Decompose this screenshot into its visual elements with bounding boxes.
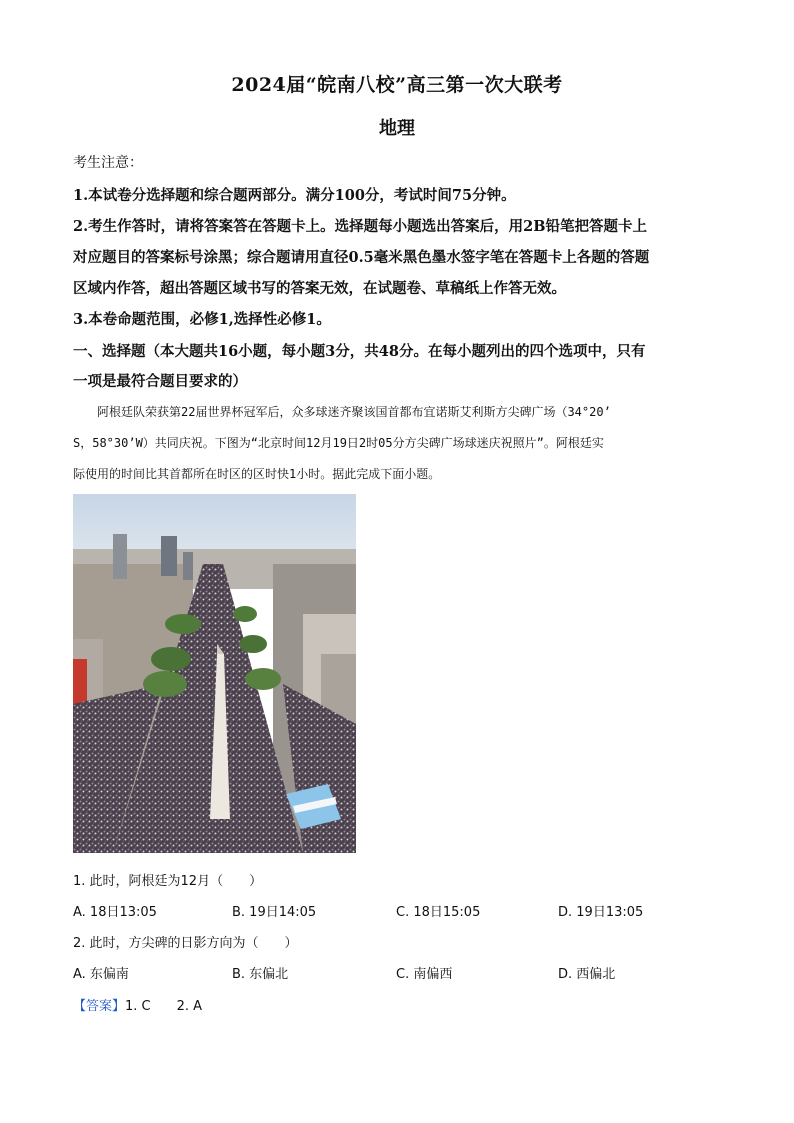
- section-heading-line-1: 一、选择题（本大题共16小题，每小题3分，共48分。在每小题列出的四个选项中，只有: [73, 343, 646, 360]
- exam-title: 2024届“皖南八校”高三第一次大联考: [231, 74, 563, 96]
- question-2-option-b[interactable]: B. 东偏北: [232, 967, 289, 982]
- question-2-option-d[interactable]: D. 西偏北: [558, 967, 616, 982]
- passage-line-2: S，58°30’W）共同庆祝。下图为“北京时间12月19日2时05分方尖碑广场球迷庆祝照片”。阿根廷实: [73, 436, 604, 450]
- question-1-option-d[interactable]: D. 19日13:05: [558, 905, 644, 920]
- notice-heading: 考生注意：: [73, 155, 143, 171]
- notice-line-4: 区域内作答，超出答题区域书写的答案无效，在试题卷、草稿纸上作答无效。: [73, 280, 566, 297]
- section-heading-line-2: 一项是最符合题目要求的）: [73, 373, 247, 390]
- notice-line-2: 2.考生作答时，请将答案答在答题卡上。选择题每小题选出答案后，用2B铅笔把答题卡上: [73, 218, 647, 235]
- question-1-option-a[interactable]: A. 18日13:05: [73, 905, 157, 920]
- subject-title: 地理: [379, 118, 415, 139]
- notice-line-5: 3.本卷命题范围，必修1,选择性必修1。: [73, 311, 331, 328]
- question-1-option-c[interactable]: C. 18日15:05: [396, 905, 481, 920]
- answer-tag: 【答案】: [73, 999, 126, 1014]
- passage-line-3: 际使用的时间比其首都所在时区的区时快1小时。据此完成下面小题。: [73, 467, 441, 481]
- passage-line-1: 阿根廷队荣获第22届世界杯冠军后，众多球迷齐聚该国首都布宜诺斯艾利斯方尖碑广场（34°20’: [97, 405, 611, 419]
- question-1-stem: 1. 此时，阿根廷为12月（ ）: [73, 874, 263, 889]
- obelisk-celebration-photo: [73, 494, 356, 853]
- question-2-option-a[interactable]: A. 东偏南: [73, 967, 129, 982]
- question-2-option-c[interactable]: C. 南偏西: [396, 967, 453, 982]
- question-2-stem: 2. 此时，方尖碑的日影方向为（ ）: [73, 936, 298, 951]
- notice-line-3: 对应题目的答案标号涂黑；综合题请用直径0.5毫米黑色墨水签字笔在答题卡上各题的答题: [73, 249, 650, 266]
- answer-line: [73, 995, 202, 1014]
- notice-line-1: 1.本试卷分选择题和综合题两部分。满分100分，考试时间75分钟。: [73, 187, 516, 204]
- question-1-option-b[interactable]: B. 19日14:05: [232, 905, 317, 920]
- answer-text: 1. C 2. A: [125, 999, 203, 1014]
